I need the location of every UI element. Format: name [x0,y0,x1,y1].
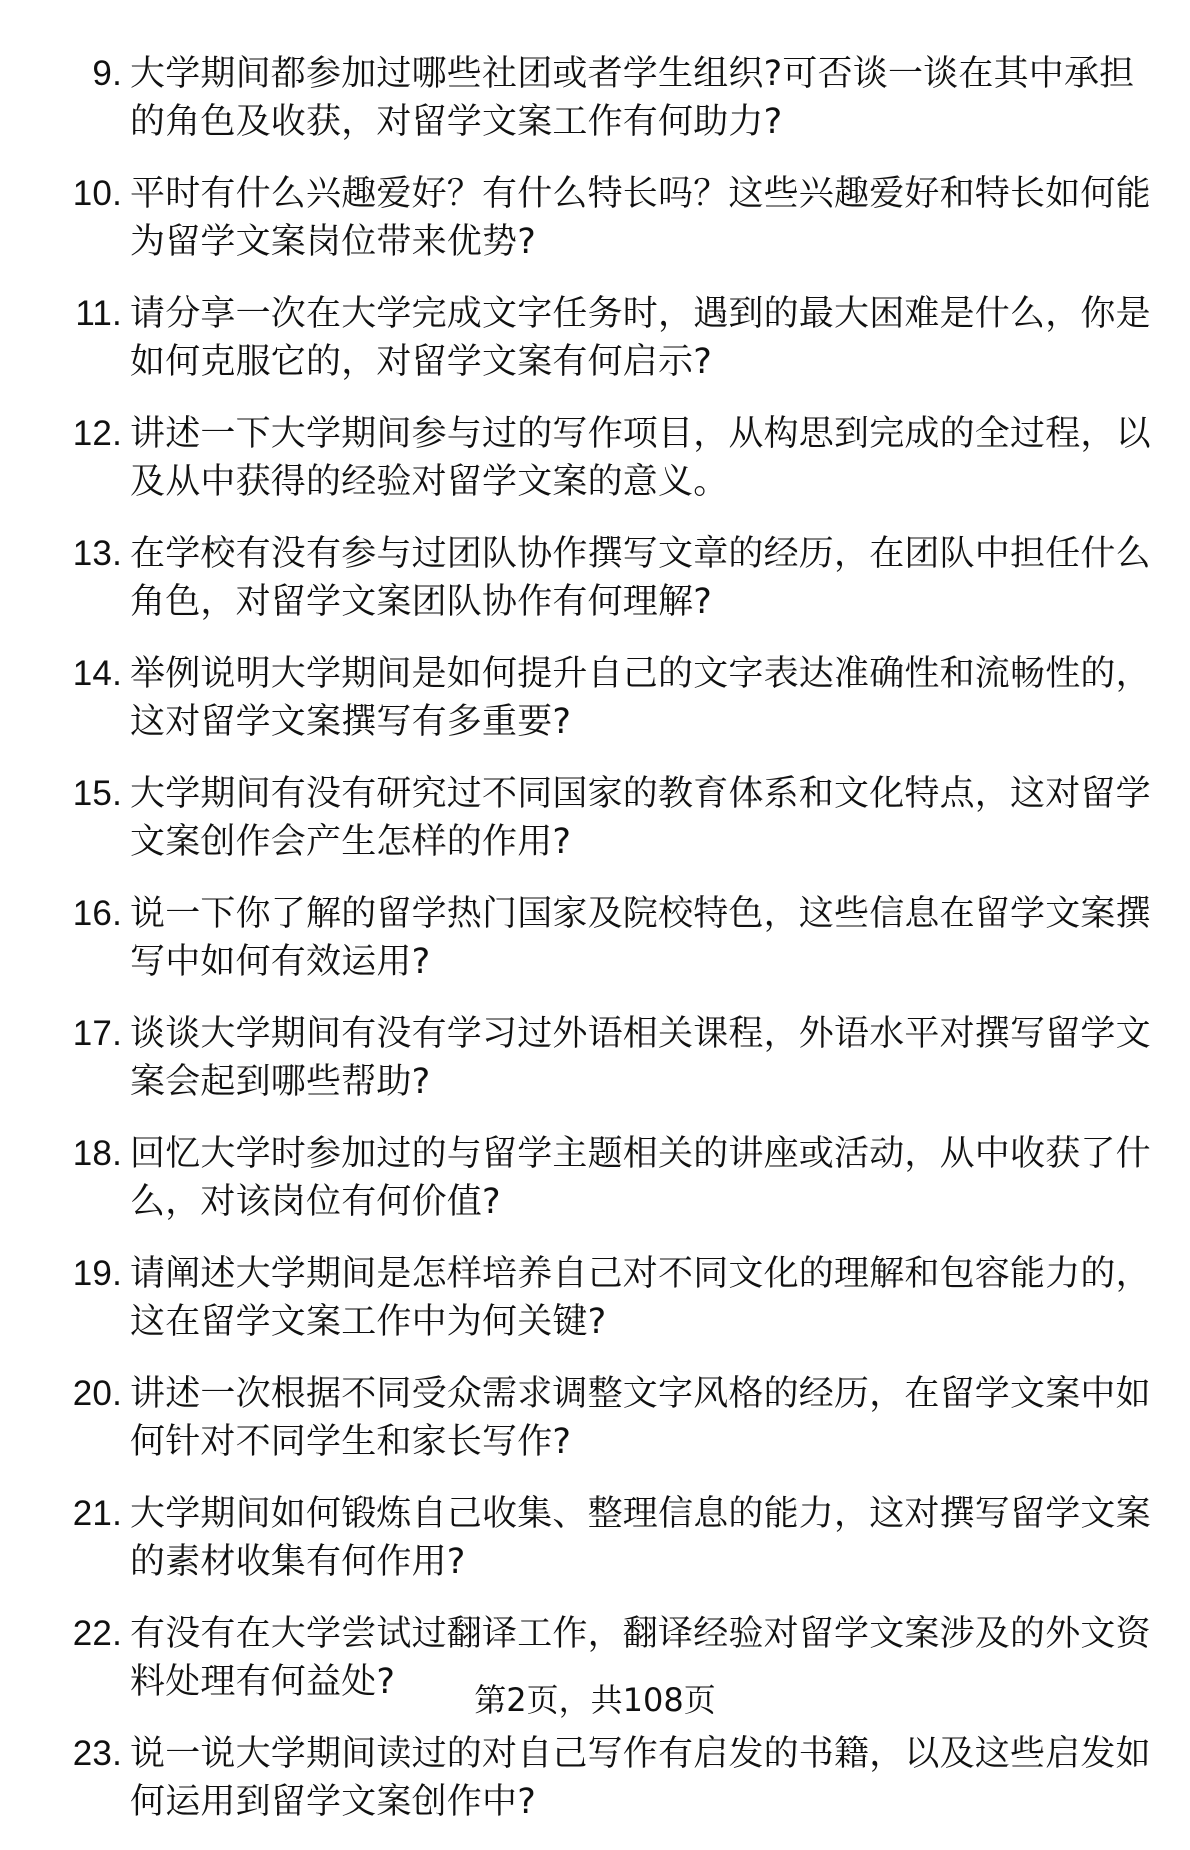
question-item [56,1490,1156,1586]
question-item [56,770,1156,866]
question-list [56,50,1156,1850]
question-text: 大学期间有没有研究过不同国家的教育体系和文化特点，这对留学文案创作会产生怎样的作用? [130,774,1151,862]
question-text: 讲述一下大学期间参与过的写作项目，从构思到完成的全过程，以及从中获得的经验对留学文案的意义。 [130,414,1151,502]
question-item [56,1250,1156,1346]
question-number: 20. [72,1374,122,1413]
question-number: 17. [72,1014,122,1053]
question-number: 21. [72,1494,122,1533]
question-item [56,1130,1156,1226]
question-item [56,170,1156,266]
question-text: 在学校有没有参与过团队协作撰写文章的经历，在团队中担任什么角色，对留学文案团队协作有何理解? [130,534,1151,622]
question-item [56,1730,1156,1826]
question-number: 10. [72,174,122,213]
question-item [56,50,1156,146]
question-number: 19. [72,1254,122,1293]
question-item [56,890,1156,986]
question-number: 14. [72,654,122,693]
page-number-label: 第2页，共108页 [474,1681,716,1719]
question-item [56,410,1156,506]
question-number: 22. [72,1614,122,1653]
question-text: 平时有什么兴趣爱好？有什么特长吗？这些兴趣爱好和特长如何能为留学文案岗位带来优势? [130,174,1151,262]
question-item [56,290,1156,386]
question-text: 说一说大学期间读过的对自己写作有启发的书籍，以及这些启发如何运用到留学文案创作中? [130,1734,1151,1822]
question-item [56,650,1156,746]
question-number: 9. [92,54,122,93]
question-number: 15. [72,774,122,813]
question-text: 请分享一次在大学完成文字任务时，遇到的最大困难是什么，你是如何克服它的，对留学文案有何启示? [130,294,1151,382]
question-number: 11. [75,294,122,333]
question-text: 大学期间都参加过哪些社团或者学生组织?可否谈一谈在其中承担的角色及收获，对留学文案工作有何助力? [130,54,1135,142]
question-number: 12. [72,414,122,453]
page-footer [0,1680,1190,1720]
question-number: 23. [72,1734,122,1773]
question-number: 13. [72,534,122,573]
question-item [56,1010,1156,1106]
question-number: 18. [72,1134,122,1173]
question-text: 谈谈大学期间有没有学习过外语相关课程，外语水平对撰写留学文案会起到哪些帮助? [130,1014,1151,1102]
question-item [56,1370,1156,1466]
question-text: 举例说明大学期间是如何提升自己的文字表达准确性和流畅性的，这对留学文案撰写有多重要? [130,654,1151,742]
question-text: 大学期间如何锻炼自己收集、整理信息的能力，这对撰写留学文案的素材收集有何作用? [130,1494,1151,1582]
question-item [56,530,1156,626]
question-number: 16. [72,894,122,933]
question-text: 有没有在大学尝试过翻译工作，翻译经验对留学文案涉及的外文资料处理有何益处? [130,1614,1151,1702]
question-text: 说一下你了解的留学热门国家及院校特色，这些信息在留学文案撰写中如何有效运用? [130,894,1151,982]
question-text: 讲述一次根据不同受众需求调整文字风格的经历，在留学文案中如何针对不同学生和家长写作? [130,1374,1151,1462]
question-text: 请阐述大学期间是怎样培养自己对不同文化的理解和包容能力的，这在留学文案工作中为何关键? [130,1254,1151,1342]
question-text: 回忆大学时参加过的与留学主题相关的讲座或活动，从中收获了什么，对该岗位有何价值? [130,1134,1151,1222]
